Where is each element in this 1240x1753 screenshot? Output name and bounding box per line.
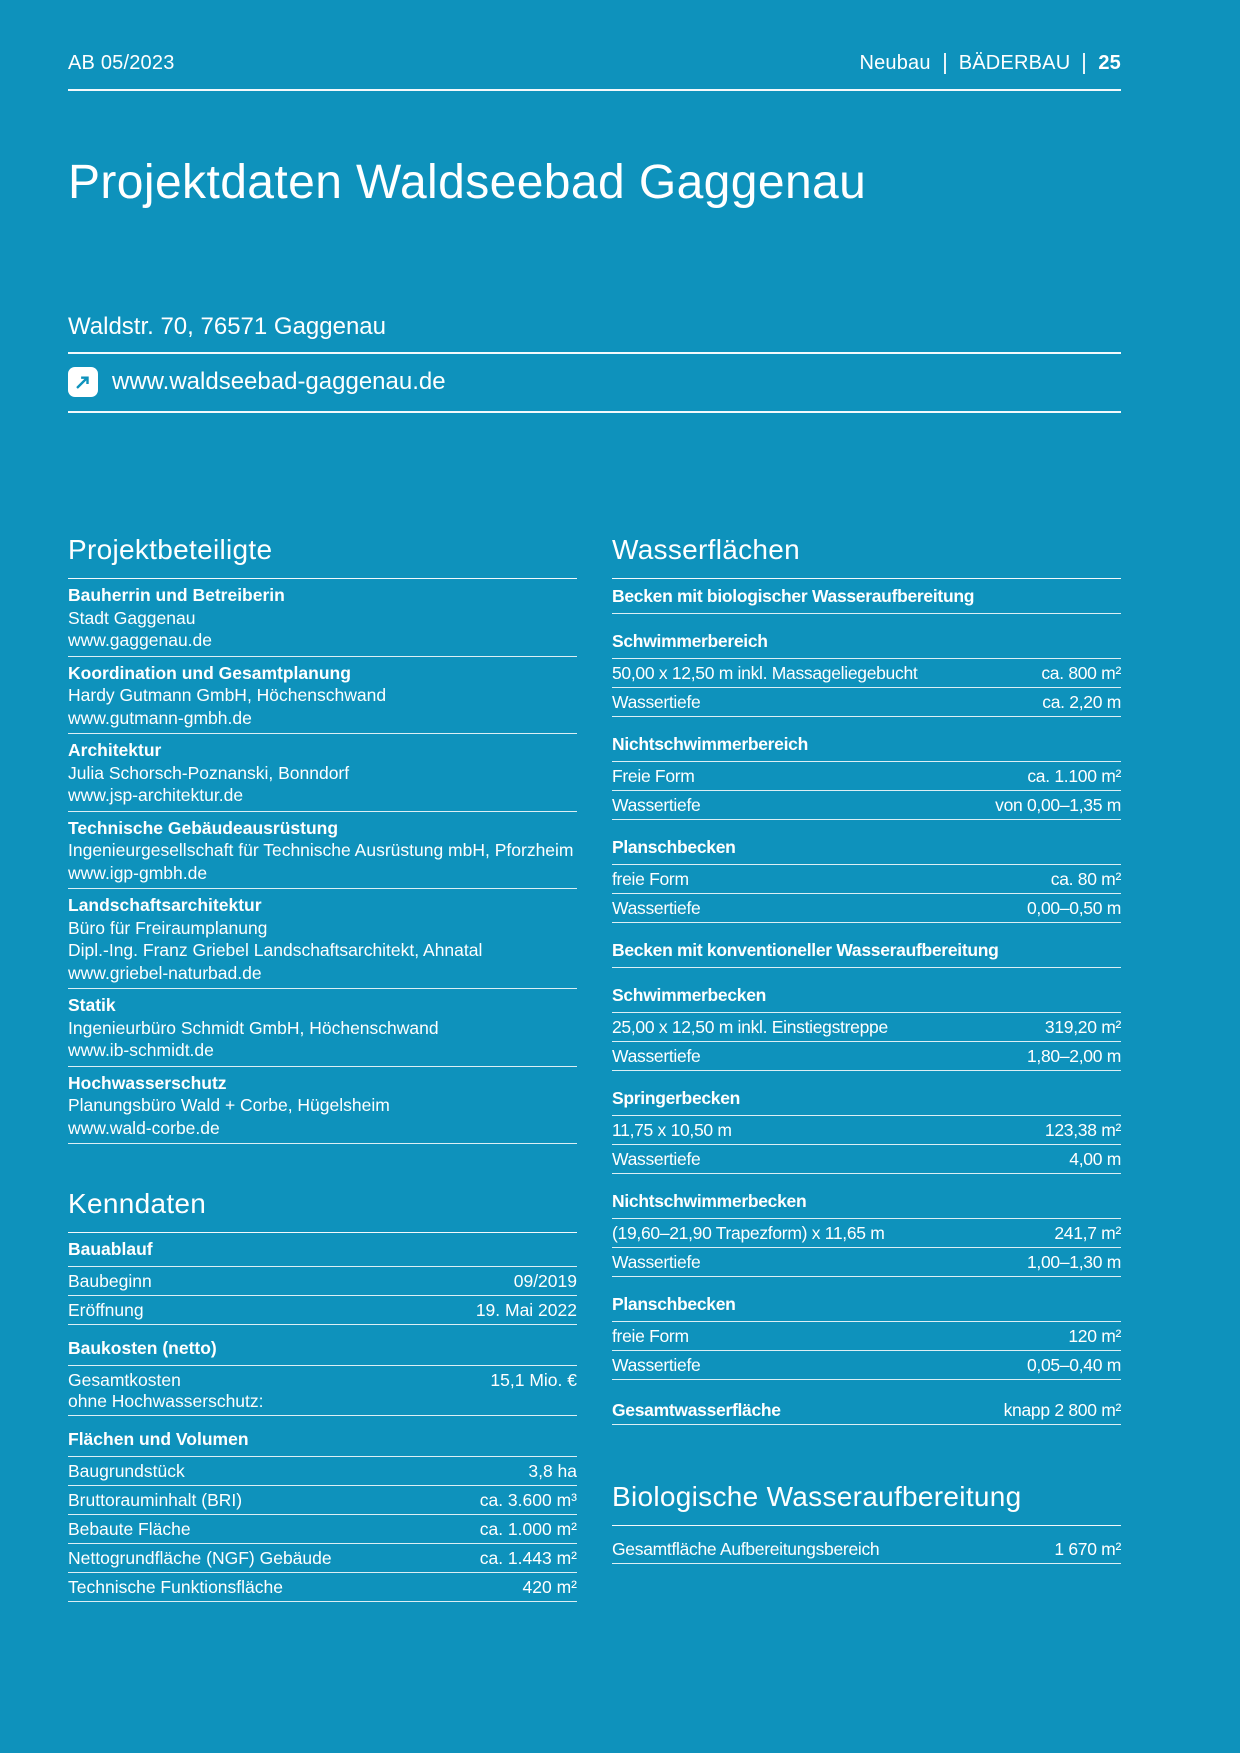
participant-website-link[interactable]: www.wald-corbe.de: [68, 1117, 220, 1138]
row-value: 0,00–0,50 m: [1027, 898, 1121, 918]
left-column: [68, 534, 577, 1602]
participant-name: Büro für Freiraumplanung: [68, 917, 268, 938]
right-column: [612, 534, 1121, 1602]
participant-role: Technische Gebäudeausrüstung: [68, 817, 339, 838]
row-label: Wassertiefe: [612, 1046, 701, 1066]
website-link[interactable]: [68, 354, 1121, 413]
table-category-heading: Becken mit biologischer Wasseraufbereitung: [612, 586, 1121, 614]
table-row: [612, 762, 1121, 791]
rubric-label: Neubau: [859, 52, 931, 74]
participant-name: Stadt Gaggenau: [68, 607, 196, 628]
header-breadcrumb: [859, 52, 1121, 75]
row-value: 123,38 m²: [1044, 1120, 1121, 1140]
table-category-heading: Becken mit konventioneller Wasseraufbereitung: [612, 940, 1121, 968]
row-value: 1,80–2,00 m: [1027, 1046, 1121, 1066]
row-value: 1,00–1,30 m: [1027, 1252, 1121, 1272]
table-row: [612, 1322, 1121, 1351]
row-label: Wassertiefe: [612, 1252, 701, 1272]
table-subheading: Planschbecken: [612, 1294, 1121, 1322]
participant-group: [68, 734, 577, 812]
header-separator: [944, 53, 946, 74]
row-label: Gesamtwasserfläche: [612, 1400, 781, 1420]
row-value: 09/2019: [513, 1271, 577, 1291]
table-row: [68, 1544, 577, 1573]
row-label: Wassertiefe: [612, 898, 701, 918]
participant-role: Koordination und Gesamtplanung: [68, 662, 351, 683]
participant-group: [68, 889, 577, 989]
row-value: ca. 2,20 m: [1042, 692, 1121, 712]
table-row: [612, 894, 1121, 923]
table-row: [612, 1145, 1121, 1174]
issue-label: AB 05/2023: [68, 52, 175, 74]
table-row: [612, 1535, 1121, 1564]
row-label-line2: ohne Hochwasserschutz:: [68, 1391, 264, 1411]
participant-website-link[interactable]: www.jsp-architektur.de: [68, 785, 244, 805]
row-value: knapp 2 800 m²: [1003, 1400, 1121, 1420]
row-value: 4,00 m: [1069, 1149, 1121, 1169]
row-label: [68, 1370, 264, 1412]
participant-name: Julia Schorsch-Poznanski, Bonndorf: [68, 762, 350, 783]
participant-role: Landschaftsarchitektur: [68, 895, 262, 915]
row-value: von 0,00–1,35 m: [995, 795, 1121, 815]
participant-role: Bauherrin und Betreiberin: [68, 585, 285, 605]
table-row: [612, 1116, 1121, 1145]
page-number: 25: [1098, 52, 1121, 74]
table-row: [612, 688, 1121, 717]
participant-website-link[interactable]: www.ib-schmidt.de: [68, 1040, 214, 1060]
participant-name: Planungsbüro Wald + Corbe, Hügelsheim: [68, 1095, 390, 1115]
row-value: ca. 1.000 m²: [479, 1519, 577, 1539]
participant-name: Ingenieurbüro Schmidt GmbH, Höchenschwand: [68, 1017, 439, 1038]
table-row: [612, 1219, 1121, 1248]
participant-name: Dipl.-Ing. Franz Griebel Landschaftsarchitekt, Ahnatal: [68, 940, 483, 960]
table-row: [612, 1042, 1121, 1071]
row-value: 120 m²: [1068, 1326, 1121, 1346]
participant-role: Hochwasserschutz: [68, 1072, 227, 1093]
page-title: Projektdaten Waldseebad Gaggenau: [68, 156, 867, 209]
participant-group: [68, 989, 577, 1067]
row-value: 0,05–0,40 m: [1027, 1355, 1121, 1375]
table-row: [612, 865, 1121, 894]
row-label: Wassertiefe: [612, 692, 701, 712]
row-value: ca. 800 m²: [1041, 663, 1121, 683]
row-value: 420 m²: [522, 1577, 577, 1597]
table-subheading: Planschbecken: [612, 837, 1121, 865]
row-label: Nettogrundfläche (NGF) Gebäude: [68, 1548, 332, 1568]
participant-group: [68, 812, 577, 890]
row-label: Bebaute Fläche: [68, 1519, 191, 1539]
row-label: Freie Form: [612, 766, 695, 786]
table-row: [68, 1457, 577, 1486]
header-separator: [1083, 53, 1085, 74]
row-label: Gesamtfläche Aufbereitungsbereich: [612, 1539, 880, 1559]
row-value: 19. Mai 2022: [475, 1300, 577, 1320]
row-value: 241,7 m²: [1054, 1223, 1121, 1243]
participant-name: Ingenieurgesellschaft für Technische Ausrüstung mbH, Pforzheim: [68, 840, 574, 860]
row-label: Bruttorauminhalt (BRI): [68, 1490, 243, 1510]
table-subheading: Bauablauf: [68, 1239, 577, 1267]
table-row: [68, 1573, 577, 1602]
row-value: ca. 3.600 m³: [479, 1490, 577, 1510]
participant-website-link[interactable]: www.gaggenau.de: [68, 630, 212, 650]
section-heading-biologische-wasseraufbereitung: Biologische Wasseraufbereitung: [612, 1481, 1121, 1526]
participant-group: [68, 579, 577, 657]
row-label: Technische Funktionsfläche: [68, 1577, 283, 1597]
page-header: [68, 0, 1121, 91]
external-link-icon: [68, 367, 98, 397]
table-row: [612, 791, 1121, 820]
row-value: 15,1 Mio. €: [490, 1370, 577, 1390]
row-label: 50,00 x 12,50 m inkl. Massageliegebucht: [612, 663, 918, 683]
table-subheading: Flächen und Volumen: [68, 1429, 577, 1457]
participant-role: Statik: [68, 995, 116, 1015]
total-row: [612, 1396, 1121, 1425]
row-label: (19,60–21,90 Trapezform) x 11,65 m: [612, 1223, 885, 1243]
table-row: [612, 1013, 1121, 1042]
participant-group: [68, 657, 577, 735]
row-value: ca. 1.100 m²: [1027, 766, 1121, 786]
row-label: Baubeginn: [68, 1271, 152, 1291]
row-label: Wassertiefe: [612, 1149, 701, 1169]
row-label: freie Form: [612, 1326, 689, 1346]
row-label: freie Form: [612, 869, 689, 889]
table-subheading: Springerbecken: [612, 1088, 1121, 1116]
row-label: Wassertiefe: [612, 1355, 701, 1375]
project-address: Waldstr. 70, 76571 Gaggenau: [68, 313, 1121, 354]
row-value: 1 670 m²: [1054, 1539, 1121, 1559]
table-row: [612, 659, 1121, 688]
table-row: [68, 1366, 577, 1416]
table-row: [68, 1486, 577, 1515]
table-subheading: Nichtschwimmerbecken: [612, 1191, 1121, 1219]
participant-role: Architektur: [68, 740, 162, 760]
table-row: [612, 1248, 1121, 1277]
table-subheading: Nichtschwimmerbereich: [612, 734, 1121, 762]
participant-name: Hardy Gutmann GmbH, Höchenschwand: [68, 685, 387, 705]
row-label: Wassertiefe: [612, 795, 701, 815]
table-row: [68, 1296, 577, 1325]
row-value: 3,8 ha: [528, 1461, 577, 1481]
row-label: 11,75 x 10,50 m: [612, 1120, 732, 1140]
table-subheading: Baukosten (netto): [68, 1338, 577, 1366]
row-label-line1: Gesamtkosten: [68, 1370, 181, 1390]
section-heading-kenndaten: Kenndaten: [68, 1188, 577, 1233]
row-label: 25,00 x 12,50 m inkl. Einstiegstreppe: [612, 1017, 888, 1037]
section-label: BÄDERBAU: [958, 52, 1071, 74]
participant-website-link[interactable]: www.griebel-naturbad.de: [68, 962, 262, 983]
section-heading-wasserflaechen: Wasserflächen: [612, 534, 1121, 579]
row-value: ca. 1.443 m²: [479, 1548, 577, 1568]
row-value: ca. 80 m²: [1050, 869, 1121, 889]
table-row: [612, 1351, 1121, 1380]
participant-website-link[interactable]: www.igp-gmbh.de: [68, 862, 208, 883]
participant-website-link[interactable]: www.gutmann-gmbh.de: [68, 707, 252, 728]
row-label: Eröffnung: [68, 1300, 144, 1320]
table-row: [68, 1267, 577, 1296]
table-row: [68, 1515, 577, 1544]
website-url[interactable]: www.waldseebad-gaggenau.de: [112, 368, 446, 395]
table-subheading: Schwimmerbereich: [612, 631, 1121, 659]
table-subheading: Schwimmerbecken: [612, 985, 1121, 1013]
row-label: Baugrundstück: [68, 1461, 185, 1481]
row-value: 319,20 m²: [1044, 1017, 1121, 1037]
participant-group: [68, 1067, 577, 1145]
section-heading-projektbeteiligte: Projektbeteiligte: [68, 534, 577, 579]
